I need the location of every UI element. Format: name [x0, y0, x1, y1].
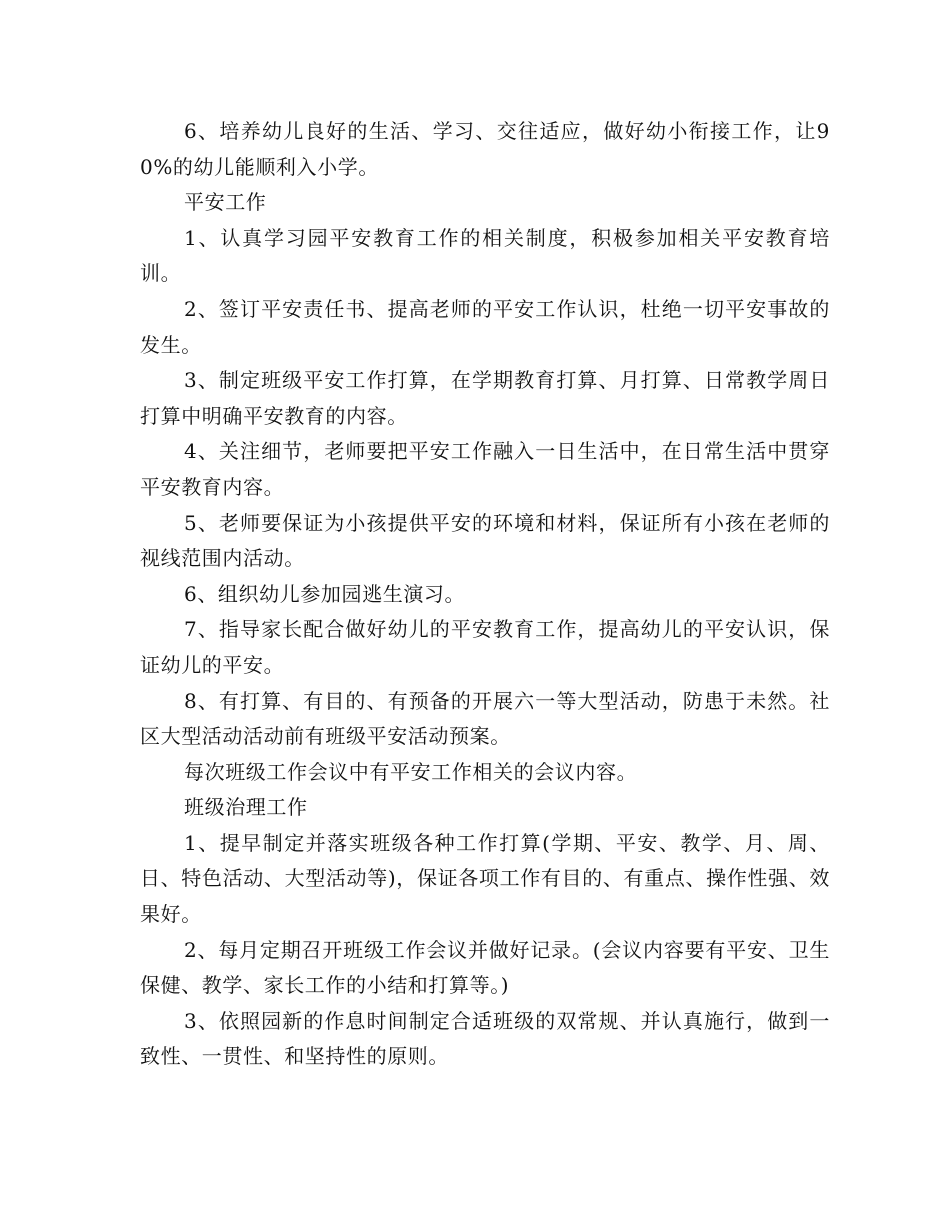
- paragraph-management-3: 3、依照园新的作息时间制定合适班级的双常规、并认真施行，做到一致性、一贯性、和坚持性的原则。: [140, 1008, 830, 1069]
- paragraph-safety-1: 1、认真学习园平安教育工作的相关制度，积极参加相关平安教育培训。: [140, 225, 830, 286]
- paragraph-safety-3: 3、制定班级平安工作打算，在学期教育打算、月打算、日常教学周日打算中明确平安教育的内容。: [140, 368, 830, 428]
- paragraph-kindergarten-transition: 6、培养幼儿良好的生活、学习、交往适应，做好幼小衔接工作，让90%的幼儿能顺利入小学。: [140, 119, 830, 179]
- paragraph-safety-5: 5、老师要保证为小孩提供平安的环境和材料，保证所有小孩在老师的视线范围内活动。: [140, 510, 830, 571]
- document-body: [140, 114, 830, 1075]
- paragraph-safety-4: 4、关注细节，老师要把平安工作融入一日生活中，在日常生活中贯穿平安教育内容。: [140, 439, 830, 499]
- paragraph-safety-6: 6、组织幼儿参加园逃生演习。: [184, 581, 466, 606]
- paragraph-safety-8: 8、有打算、有目的、有预备的开展六一等大型活动，防患于未然。社区大型活动活动前有班级平安活动预案。: [140, 688, 830, 749]
- section-heading-class-management: 班级治理工作: [184, 795, 308, 820]
- paragraph-management-1: 1、提早制定并落实班级各种工作打算(学期、平安、教学、月、周、日、特色活动、大型活动等)，保证各项工作有目的、有重点、操作性强、效果好。: [140, 830, 830, 927]
- paragraph-safety-2: 2、签订平安责任书、提高老师的平安工作认识，杜绝一切平安事故的发生。: [140, 296, 830, 357]
- section-heading-safety-work: 平安工作: [184, 190, 267, 215]
- paragraph-management-2: 2、每月定期召开班级工作会议并做好记录。(会议内容要有平安、卫生保健、教学、家长工作的小结和打算等。): [140, 937, 830, 998]
- paragraph-safety-meeting: 每次班级工作会议中有平安工作相关的会议内容。: [184, 759, 638, 784]
- paragraph-safety-7: 7、指导家长配合做好幼儿的平安教育工作，提高幼儿的平安认识，保证幼儿的平安。: [140, 617, 830, 677]
